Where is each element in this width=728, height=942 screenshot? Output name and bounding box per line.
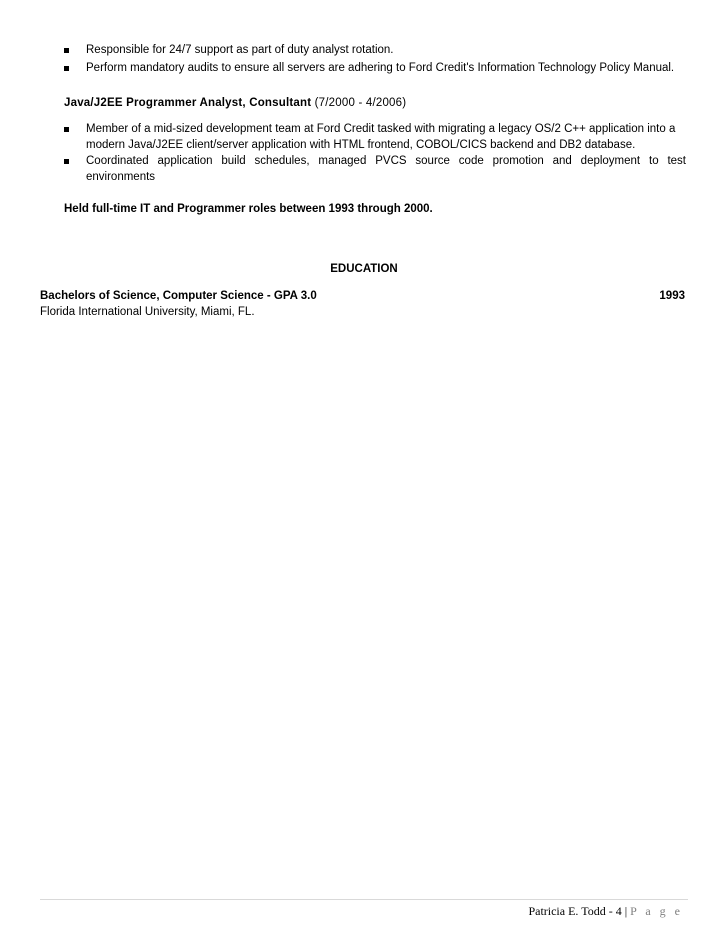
- job-heading: [64, 95, 694, 111]
- footer-divider: [40, 899, 688, 900]
- page-footer: [528, 904, 683, 919]
- footer-page-word: P a g e: [630, 904, 683, 918]
- list-item: [64, 121, 686, 153]
- footer-author-page: Patricia E. Todd - 4: [528, 904, 622, 918]
- bullet-text: Perform mandatory audits to ensure all servers are adhering to Ford Credit's Information Technology Policy Manual.: [86, 62, 675, 74]
- square-bullet-icon: [64, 48, 69, 53]
- section-heading-education: EDUCATION: [330, 263, 398, 275]
- square-bullet-icon: [64, 159, 69, 164]
- degree-title: Bachelors of Science, Computer Science - GPA 3.0: [40, 290, 317, 302]
- job-title: Java/J2EE Programmer Analyst, Consultant: [64, 97, 312, 109]
- degree-year: 1993: [659, 290, 685, 302]
- square-bullet-icon: [64, 127, 69, 132]
- held-roles-summary: Held full-time IT and Programmer roles between 1993 through 2000.: [64, 203, 433, 215]
- bullet-text: Member of a mid-sized development team at Ford Credit tasked with migrating a legacy OS/2 C++ application into a modern Java/J2EE client/server application with HTML frontend, COBOL/CICS backend and DB2 database.: [86, 123, 676, 151]
- bullet-text: Coordinated application build schedules, managed PVCS source code promotion and deployment to test environments: [86, 155, 686, 183]
- bullet-text: Responsible for 24/7 support as part of duty analyst rotation.: [86, 44, 394, 56]
- school-name: Florida International University, Miami, FL.: [40, 306, 255, 318]
- job-dates: (7/2000 - 4/2006): [314, 97, 407, 109]
- footer-separator: |: [624, 904, 628, 918]
- square-bullet-icon: [64, 66, 69, 71]
- list-item: [64, 153, 686, 185]
